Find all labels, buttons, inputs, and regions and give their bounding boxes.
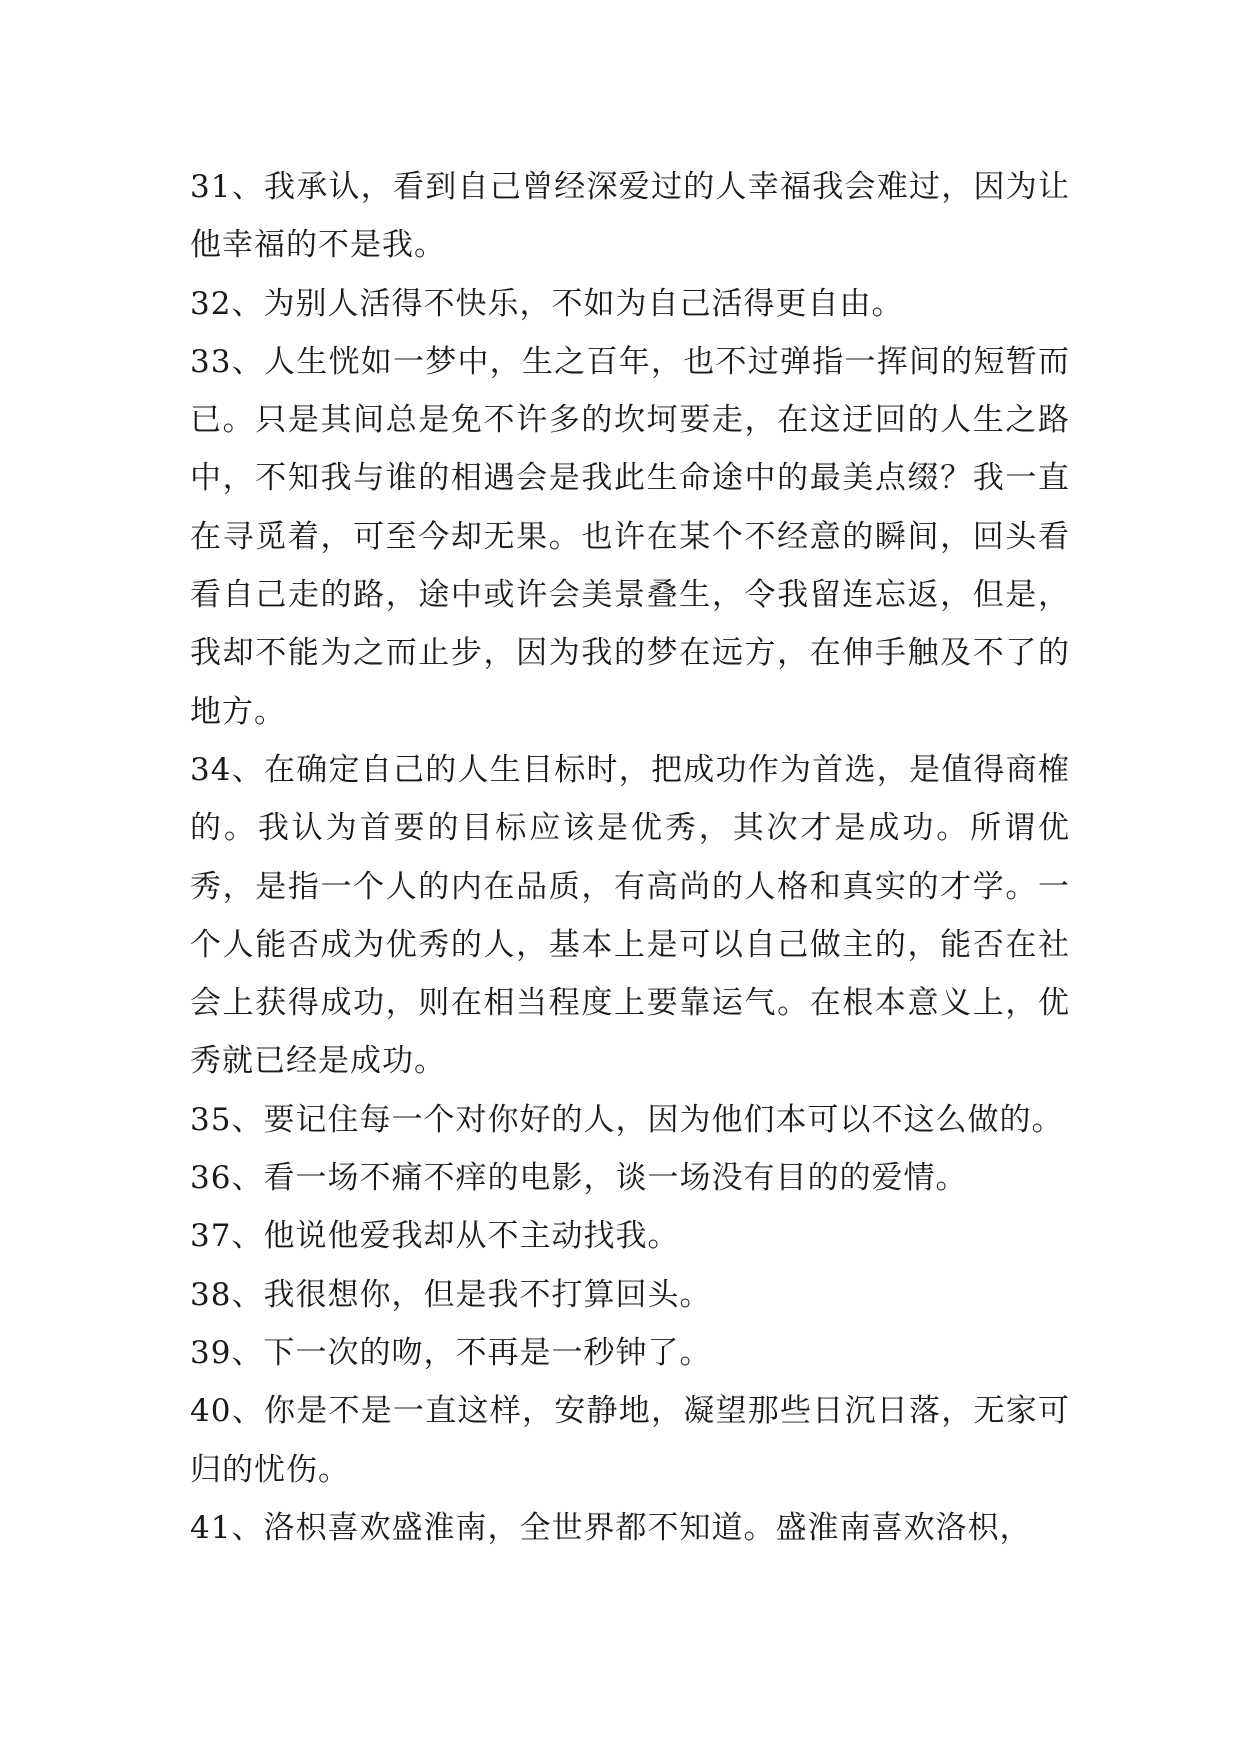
document-body	[190, 158, 1070, 1557]
entry-36: 36、看一场不痛不痒的电影，谈一场没有目的的爱情。	[190, 1160, 968, 1197]
entry-32: 32、为别人活得不快乐，不如为自己活得更自由。	[190, 285, 904, 322]
entry-31: 31、我承认，看到自己曾经深爱过的人幸福我会难过，因为让他幸福的不是我。	[190, 169, 1070, 264]
entry-37: 37、他说他爱我却从不主动找我。	[190, 1218, 680, 1255]
entry-35: 35、要记住每一个对你好的人，因为他们本可以不这么做的。	[190, 1101, 1064, 1138]
entry-38: 38、我很想你，但是我不打算回头。	[190, 1276, 712, 1313]
entry-41: 41、洛枳喜欢盛淮南，全世界都不知道。盛淮南喜欢洛枳，	[190, 1509, 1032, 1546]
entry-40: 40、你是不是一直这样，安静地，凝望那些日沉日落，无家可归的忧伤。	[190, 1393, 1070, 1488]
entry-39: 39、下一次的吻，不再是一秒钟了。	[190, 1334, 712, 1371]
entry-34: 34、在确定自己的人生目标时，把成功作为首选，是值得商榷的。我认为首要的目标应该是优秀，其次才是成功。所谓优秀，是指一个人的内在品质，有高尚的人格和真实的才学。一个人能否成为优秀的人，基本上是可以自己做主的，能否在社会上获得成功，则在相当程度上要靠运气。在根本意义上，优秀就已经是成功。	[190, 751, 1070, 1080]
entry-33: 33、人生恍如一梦中，生之百年，也不过弹指一挥间的短暂而已。只是其间总是免不许多的坎坷要走，在这迂回的人生之路中，不知我与谁的相遇会是我此生命途中的最美点缀？我一直在寻觅着，可至今却无果。也许在某个不经意的瞬间，回头看看自己走的路，途中或许会美景叠生，令我留连忘返，但是，我却不能为之而止步，因为我的梦在远方，在伸手触及不了的地方。	[190, 343, 1070, 730]
